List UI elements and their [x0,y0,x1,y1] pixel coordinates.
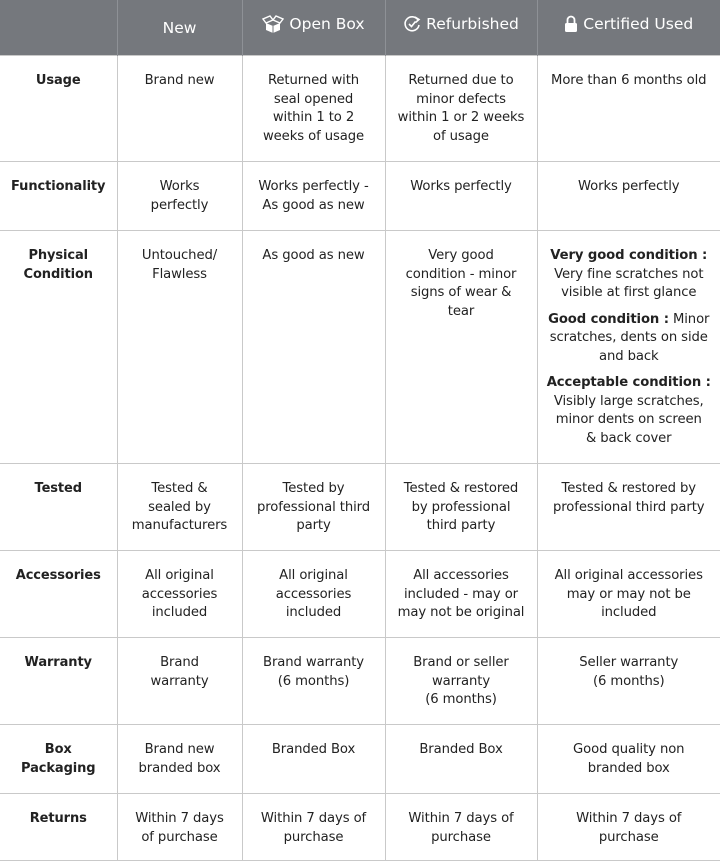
row-label-tested: Tested [0,464,117,551]
cell-accessories-refurbished: All accessories included - may or may not be original [385,551,537,638]
condition-acceptable [545,374,714,448]
cell-tested-new: Tested & sealed by manufacturers [117,464,242,551]
cell-physical-condition-certified-used [537,231,720,464]
row-label-warranty: Warranty [0,638,117,725]
cell-usage-open-box: Returned with seal opened within 1 to 2 weeks of usage [242,56,385,162]
cell-returns-certified-used: Within 7 days of purchase [537,794,720,861]
table-row-usage [0,56,720,162]
row-label-accessories: Accessories [0,551,117,638]
table-row-accessories [0,551,720,638]
condition-acceptable-title: Acceptable condition : [546,375,711,390]
cell-warranty-certified-used: Seller warranty (6 months) [537,638,720,725]
header-refurbished [385,0,537,56]
cell-returns-new: Within 7 days of purchase [117,794,242,861]
condition-very-good [545,247,714,303]
condition-very-good-title: Very good condition : [550,248,708,263]
cell-functionality-new: Works perfectly [117,162,242,231]
cell-box-packaging-open-box: Branded Box [242,725,385,794]
header-new [117,0,242,56]
open-box-icon [262,15,284,33]
header-row [0,0,720,56]
header-certified-used [537,0,720,56]
header-certified-used-label: Certified Used [583,14,694,33]
condition-good-title: Good condition : [548,311,669,327]
header-open-box [242,0,385,56]
condition-good-text: Minor scratches, dents on side and back [549,311,710,364]
header-blank-cell [0,0,117,56]
condition-very-good-text: Very fine scratches not visible at first glance [554,266,704,300]
table-row-physical-condition [0,231,720,464]
row-label-box-packaging: Box Packaging [0,725,117,794]
row-label-functionality: Functionality [0,162,117,231]
cell-functionality-refurbished: Works perfectly [385,162,537,231]
table-row-warranty [0,638,720,725]
row-label-returns: Returns [0,794,117,861]
cell-box-packaging-certified-used: Good quality non branded box [537,725,720,794]
cell-accessories-certified-used: All original accessories may or may not be included [537,551,720,638]
header-refurbished-label: Refurbished [426,14,519,33]
header-new-label: New [162,18,197,37]
table-row-tested [0,464,720,551]
cell-functionality-open-box: Works perfectly - As good as new [242,162,385,231]
table-row-functionality [0,162,720,231]
header-open-box-label: Open Box [289,14,365,33]
cell-physical-condition-new: Untouched/ Flawless [117,231,242,464]
condition-acceptable-text: Visibly large scratches, minor dents on screen & back cover [553,393,704,446]
padlock-icon [564,15,578,33]
row-label-physical-condition: Physical Condition [0,231,117,464]
cell-returns-refurbished: Within 7 days of purchase [385,794,537,861]
cell-box-packaging-new: Brand new branded box [117,725,242,794]
cell-returns-open-box: Within 7 days of purchase [242,794,385,861]
cell-tested-certified-used: Tested & restored by professional third party [537,464,720,551]
cell-warranty-refurbished: Brand or seller warranty (6 months) [385,638,537,725]
cell-tested-refurbished: Tested & restored by professional third party [385,464,537,551]
cell-box-packaging-refurbished: Branded Box [385,725,537,794]
cell-accessories-new: All original accessories included [117,551,242,638]
cell-warranty-open-box: Brand warranty (6 months) [242,638,385,725]
cell-warranty-new: Brand warranty [117,638,242,725]
condition-good [545,311,714,367]
cell-usage-refurbished: Returned due to minor defects within 1 or 2 weeks of usage [385,56,537,162]
cell-tested-open-box: Tested by professional third party [242,464,385,551]
cell-usage-certified-used: More than 6 months old [537,56,720,162]
refurbished-icon [403,15,421,33]
cell-functionality-certified-used: Works perfectly [537,162,720,231]
table-row-returns [0,794,720,861]
cell-accessories-open-box: All original accessories included [242,551,385,638]
cell-usage-new: Brand new [117,56,242,162]
cell-physical-condition-refurbished: Very good condition - minor signs of wear & tear [385,231,537,464]
cell-physical-condition-open-box: As good as new [242,231,385,464]
row-label-usage: Usage [0,56,117,162]
table-row-box-packaging [0,725,720,794]
